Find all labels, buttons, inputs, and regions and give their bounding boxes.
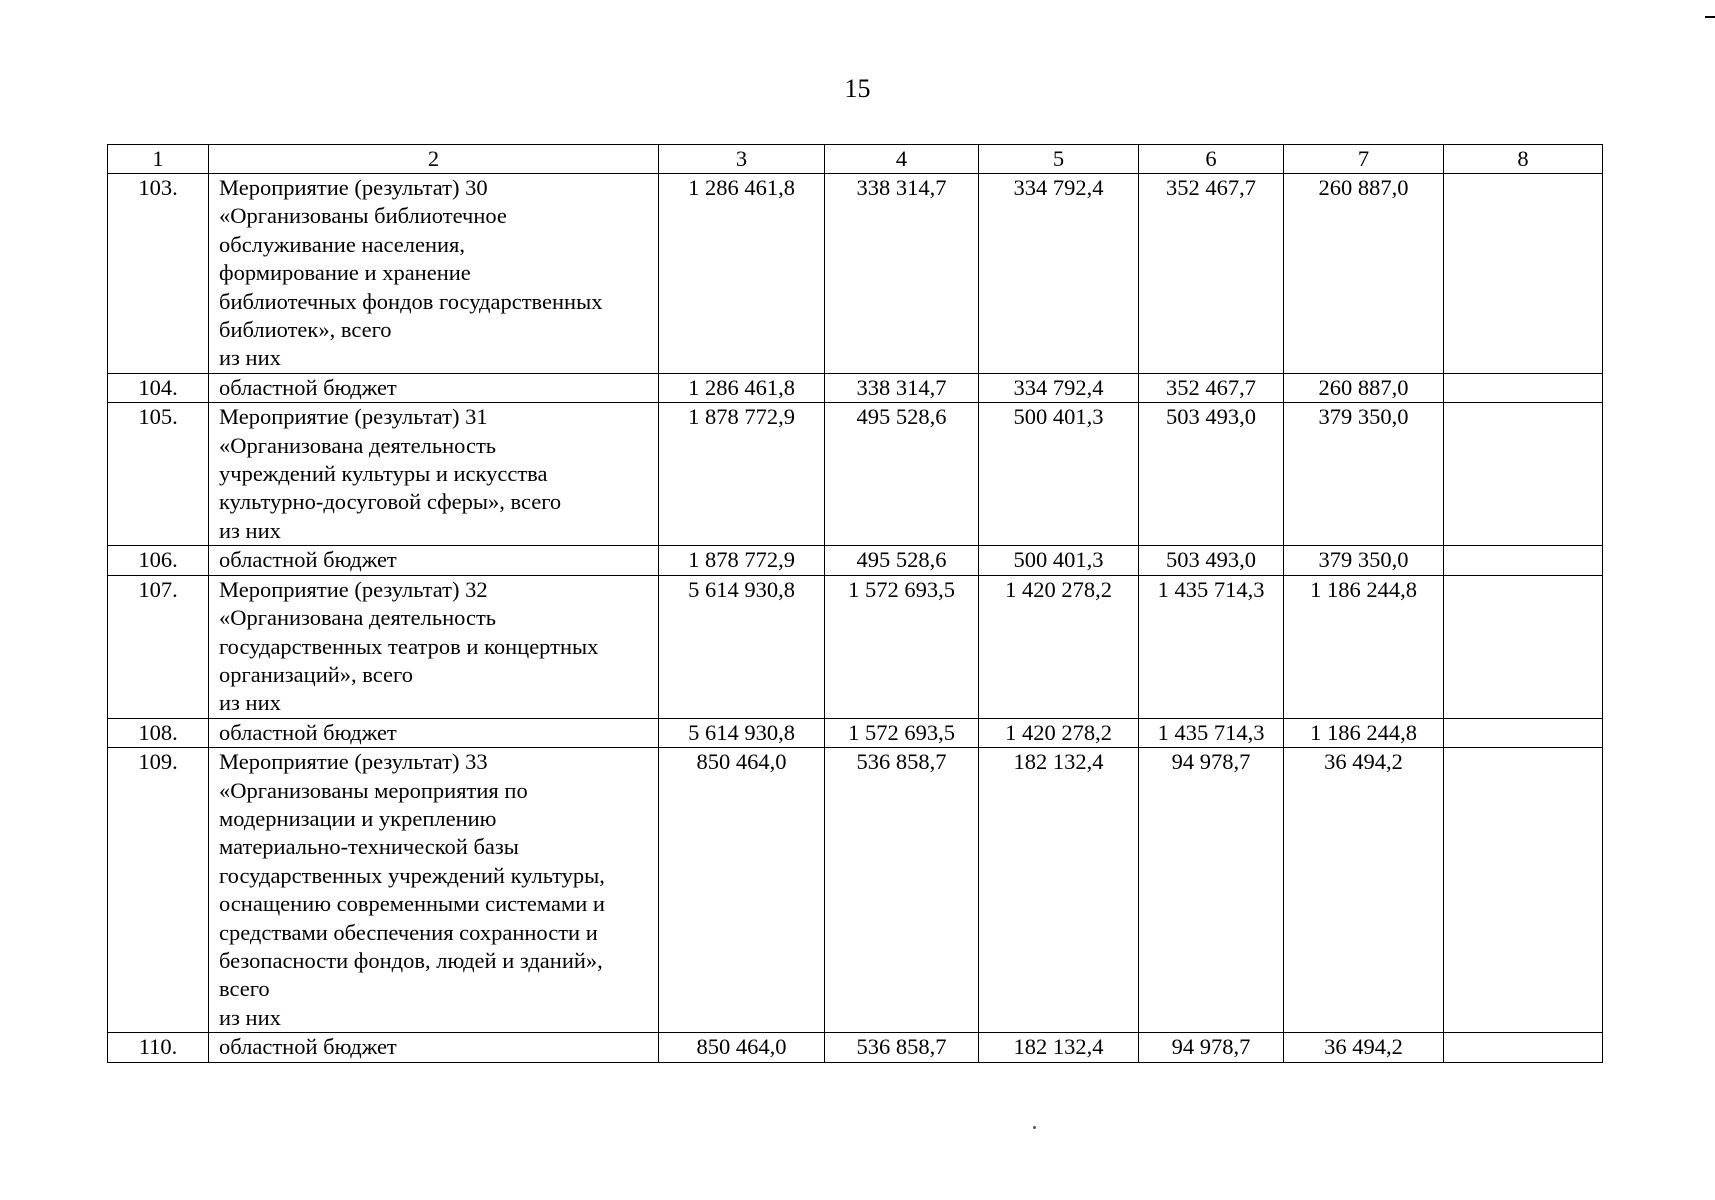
value-cell-col7: 379 350,0 [1284,546,1444,575]
value-cell-col5: 1 420 278,2 [979,575,1139,718]
description-line: библиотек», всего [219,317,392,343]
value-cell-col6: 503 493,0 [1139,546,1284,575]
description-line: материально-технической базы [219,834,519,860]
value-cell-col6: 1 435 714,3 [1139,718,1284,747]
value-cell-col6: 503 493,0 [1139,403,1284,546]
row-description [209,373,659,402]
row-number: 103. [108,174,209,374]
row-description [209,1033,659,1062]
column-header: 8 [1444,145,1603,174]
description-line: областной бюджет [219,374,397,400]
description-line: «Организована деятельность [219,605,497,631]
value-cell-col4: 495 528,6 [825,546,979,575]
column-header: 1 [108,145,209,174]
value-cell-col7: 1 186 244,8 [1284,575,1444,718]
column-header: 4 [825,145,979,174]
value-cell-col6: 94 978,7 [1139,748,1284,1033]
table-row [108,373,1603,402]
description-line: областной бюджет [219,547,397,573]
description-line: Мероприятие (результат) 32 [219,576,488,602]
description-line: культурно-досуговой сферы», всего [219,489,562,515]
description-line: оснащению современными системами и [219,891,605,917]
page-number: 15 [844,74,871,103]
value-cell-col3: 1 286 461,8 [659,174,825,374]
value-cell-col4: 338 314,7 [825,373,979,402]
description-line: «Организована деятельность [219,432,497,458]
value-cell-col4: 1 572 693,5 [825,718,979,747]
description-line: государственных учреждений культуры, [219,862,605,888]
value-cell-col8 [1444,748,1603,1033]
description-line: всего [219,976,270,1002]
row-number: 104. [108,373,209,402]
table-row [108,174,1603,374]
value-cell-col7: 260 887,0 [1284,373,1444,402]
value-cell-col3: 1 878 772,9 [659,546,825,575]
table-row [108,718,1603,747]
value-cell-col6: 1 435 714,3 [1139,575,1284,718]
value-cell-col6: 352 467,7 [1139,174,1284,374]
value-cell-col5: 1 420 278,2 [979,718,1139,747]
header-row [108,145,1603,174]
description-line: из них [219,345,281,371]
value-cell-col8 [1444,403,1603,546]
row-description [209,748,659,1033]
value-cell-col8 [1444,373,1603,402]
value-cell-col4: 495 528,6 [825,403,979,546]
description-line: средствами обеспечения сохранности и [219,919,598,945]
value-cell-col5: 500 401,3 [979,403,1139,546]
column-header: 5 [979,145,1139,174]
description-line: Мероприятие (результат) 31 [219,404,488,430]
description-line: учреждений культуры и искусства [219,461,548,487]
value-cell-col5: 334 792,4 [979,373,1139,402]
row-number: 105. [108,403,209,546]
value-cell-col5: 334 792,4 [979,174,1139,374]
value-cell-col7: 36 494,2 [1284,748,1444,1033]
column-header: 6 [1139,145,1284,174]
value-cell-col7: 36 494,2 [1284,1033,1444,1062]
value-cell-col5: 182 132,4 [979,748,1139,1033]
row-description [209,575,659,718]
description-line: организаций», всего [219,661,413,687]
table-row [108,748,1603,1033]
value-cell-col8 [1444,546,1603,575]
row-number: 107. [108,575,209,718]
description-line: библиотечных фондов государственных [219,288,603,314]
column-header: 3 [659,145,825,174]
table-row [108,546,1603,575]
description-line: формирование и хранение [219,260,471,286]
row-number: 108. [108,718,209,747]
description-line: из них [219,1004,281,1030]
value-cell-col4: 536 858,7 [825,1033,979,1062]
value-cell-col4: 536 858,7 [825,748,979,1033]
description-line: безопасности фондов, людей и зданий», [219,947,603,973]
row-number: 109. [108,748,209,1033]
table-row [108,1033,1603,1062]
value-cell-col5: 500 401,3 [979,546,1139,575]
description-line: государственных театров и концертных [219,633,599,659]
value-cell-col8 [1444,1033,1603,1062]
table-row [108,575,1603,718]
row-description [209,403,659,546]
value-cell-col3: 1 286 461,8 [659,373,825,402]
budget-table [107,144,1603,1063]
description-line: Мероприятие (результат) 33 [219,749,488,775]
value-cell-col5: 182 132,4 [979,1033,1139,1062]
description-line: модернизации и укреплению [219,805,497,831]
description-line: областной бюджет [219,719,397,745]
description-line: «Организованы библиотечное [219,203,507,229]
description-line: из них [219,690,281,716]
description-line: «Организованы мероприятия по [219,777,528,803]
value-cell-col8 [1444,718,1603,747]
scan-speck [1033,1126,1036,1129]
scan-edge-mark [1705,16,1715,18]
value-cell-col6: 94 978,7 [1139,1033,1284,1062]
description-line: Мероприятие (результат) 30 [219,175,488,200]
column-header: 7 [1284,145,1444,174]
description-line: обслуживание населения, [219,231,466,257]
row-number: 110. [108,1033,209,1062]
value-cell-col3: 5 614 930,8 [659,718,825,747]
value-cell-col4: 1 572 693,5 [825,575,979,718]
column-header: 2 [209,145,659,174]
description-line: из них [219,517,281,543]
value-cell-col7: 1 186 244,8 [1284,718,1444,747]
value-cell-col3: 850 464,0 [659,1033,825,1062]
row-number: 106. [108,546,209,575]
value-cell-col8 [1444,575,1603,718]
value-cell-col4: 338 314,7 [825,174,979,374]
value-cell-col7: 260 887,0 [1284,174,1444,374]
row-description [209,546,659,575]
value-cell-col3: 850 464,0 [659,748,825,1033]
value-cell-col6: 352 467,7 [1139,373,1284,402]
description-line: областной бюджет [219,1034,397,1060]
row-description [209,718,659,747]
value-cell-col3: 1 878 772,9 [659,403,825,546]
value-cell-col7: 379 350,0 [1284,403,1444,546]
table-row [108,403,1603,546]
row-description [209,174,659,374]
value-cell-col8 [1444,174,1603,374]
value-cell-col3: 5 614 930,8 [659,575,825,718]
